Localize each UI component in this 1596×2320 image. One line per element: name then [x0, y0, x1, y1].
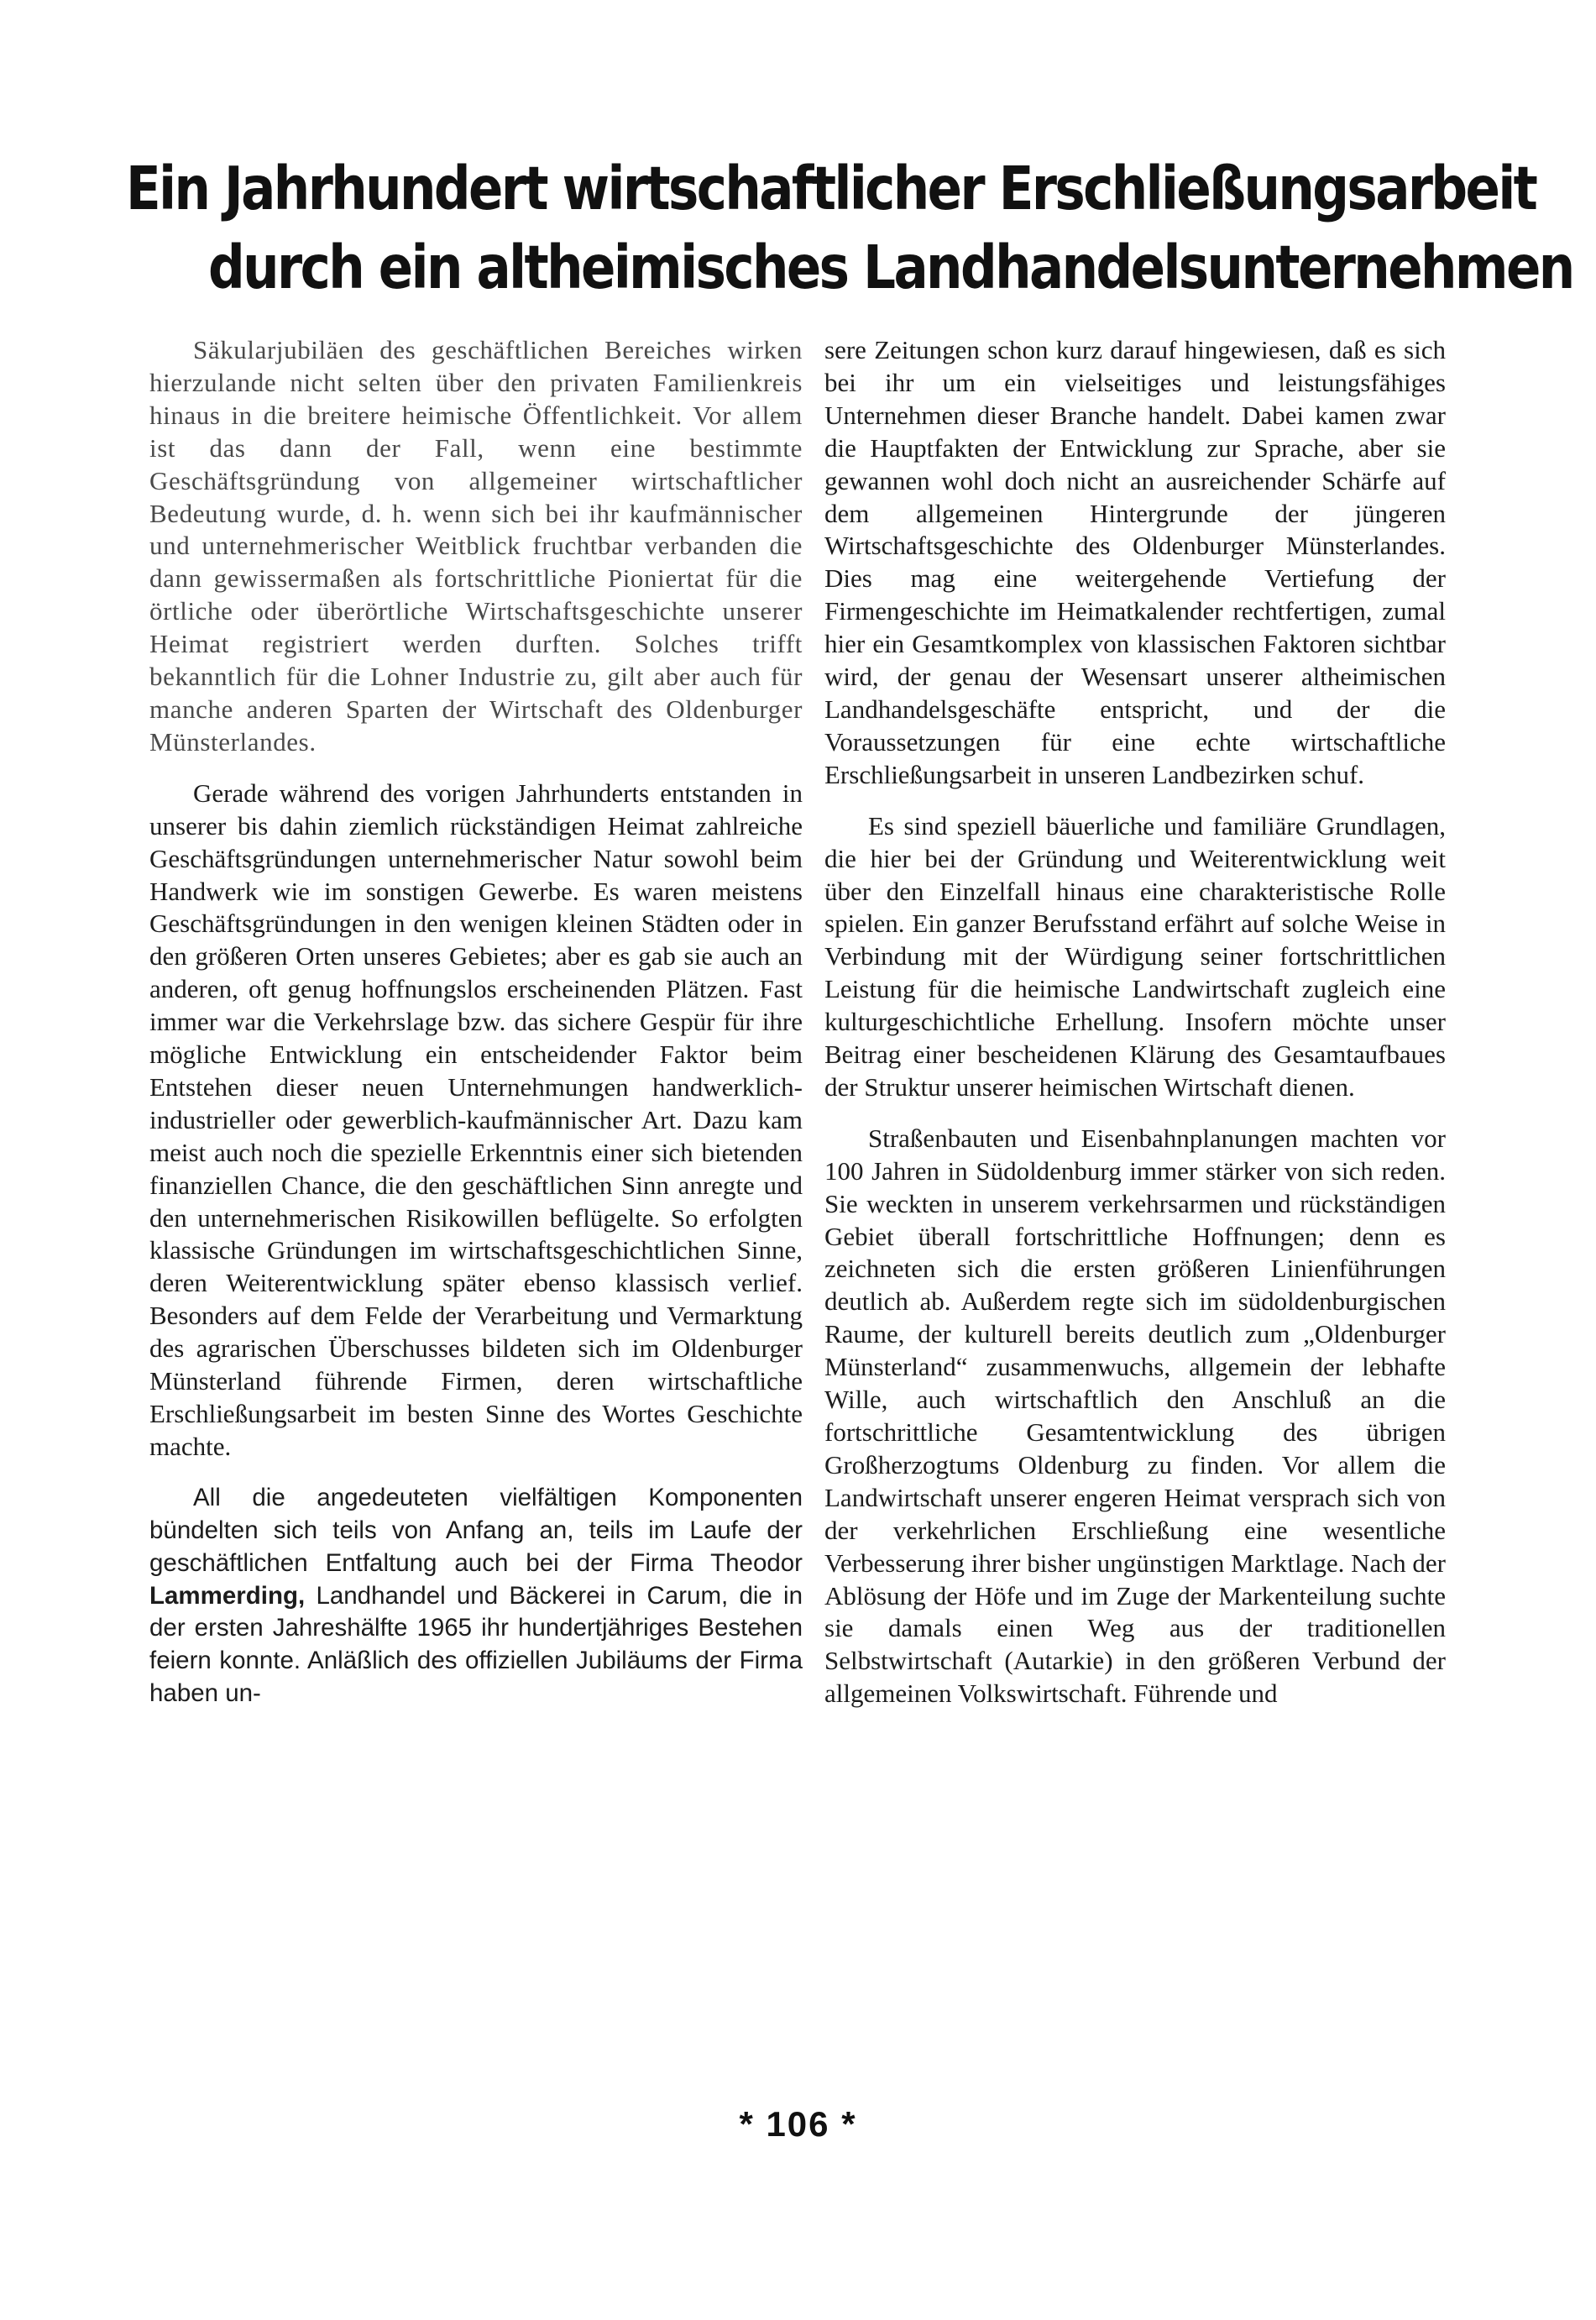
paragraph: Gerade während des vorigen Jahrhunderts entstanden in unserer bis dahin ziemlich rückständigen Heimat zahlreiche Geschäftsgründungen unternehmerischer Natur sowohl beim Handwerk wie im sonstigen Gewerbe. Es waren meistens Geschäftsgründungen in den wenigen kleinen Städten oder in den größeren Orten unseres Gebietes; aber es gab sie auch an anderen, oft genug hoffnungslos erscheinenden Plätzen. Fast immer war die Verkehrslage bzw. das sichere Gespür für ihre mögliche Entwicklung ein entscheidender Faktor beim Entstehen dieser neuen Unternehmungen handwerklich-industrieller oder gewerblich-kaufmännischer Art. Dazu kam meist auch noch die spezielle Erkenntnis einer sich bietenden finanziellen Chance, die den geschäftlichen Sinn anregte und den unternehmerischen Risikowillen beflügelte. So erfolgten klassische Gründungen im wirtschaftsgeschichtlichen Sinne, deren Weiterentwicklung später ebenso klassisch verlief. Besonders auf dem Felde der Verarbeitung und Vermarktung des agrarischen Überschusses bildeten sich im Oldenburger Münsterland führende Firmen, deren wirtschaftliche Erschließungsarbeit im besten Sinne des Wortes Geschichte machte. — [149, 778, 803, 1461]
title-line-2: durch ein altheimisches Landhandelsunternehmen — [208, 233, 1573, 302]
article-title — [126, 149, 1573, 307]
title-line-1: Ein Jahrhundert wirtschaftlicher Erschließungsarbeit — [126, 154, 1536, 223]
paragraph-text: Landhandel und Bäckerei in Carum, die in der ersten Jahreshälfte 1965 ihr hundertjähriges Bestehen feiern konnte. Anläßlich des offiziellen Jubiläums der Firma haben un- — [149, 1581, 803, 1708]
company-name: Lammerding, — [149, 1581, 306, 1610]
left-text-column — [149, 334, 803, 1729]
paragraph — [149, 1482, 803, 1710]
paragraph: Säkularjubiläen des geschäftlichen Bereiches wirken hierzulande nicht selten über den privaten Familienkreis hinaus in die breitere heimische Öffentlichkeit. Vor allem ist das dann der Fall, wenn eine bestimmte Geschäftsgründung von allgemeiner wirtschaftlicher Bedeutung wurde, d. h. wenn sich bei ihr kaufmännischer und unternehmerischer Weitblick fruchtbar verbanden die dann gewissermaßen als fortschrittliche Pioniertat für die örtliche oder überörtliche Wirtschaftsgeschichte unserer Heimat registriert werden durften. Solches trifft bekanntlich für die Lohner Industrie zu, gilt aber auch für manche anderen Sparten der Wirtschaft des Oldenburger Münsterlandes. — [149, 335, 803, 757]
paragraph: Es sind speziell bäuerliche und familiäre Grundlagen, die hier bei der Gründung und Weiterentwicklung weit über den Einzelfall hinaus eine charakteristische Rolle spielen. Ein ganzer Berufsstand erfährt auf solche Weise in Verbindung mit der Würdigung seiner fortschrittlichen Leistung für die heimische Landwirtschaft zugleich eine kulturgeschichtliche Erhellung. Insofern möchte unser Beitrag einer bescheidenen Klärung des Gesamtaufbaues der Struktur unserer heimischen Wirtschaft dienen. — [824, 810, 1446, 1102]
right-text-column — [824, 334, 1446, 1729]
paragraph: sere Zeitungen schon kurz darauf hingewiesen, daß es sich bei ihr um ein vielseitiges und leistungsfähiges Unternehmen dieser Branche handelt. Dabei kamen zwar die Hauptfakten der Entwicklung zur Sprache, aber sie gewannen wohl doch nicht an ausreichender Schärfe auf dem allgemeinen Hintergrunde der jüngeren Wirtschaftsgeschichte des Oldenburger Münsterlandes. Dies mag eine weitergehende Vertiefung der Firmengeschichte im Heimatkalender rechtfertigen, zumal hier ein Gesamtkomplex von klassischen Faktoren sichtbar wird, der genau der Wesensart unserer altheimischen Landhandelsgeschäfte entspricht, und der die Voraussetzungen für eine echte wirtschaftliche Erschließungsarbeit in unseren Landbezirken schuf. — [824, 335, 1446, 789]
paragraph-text: All die angedeuteten vielfältigen Komponenten bündelten sich teils von Anfang an, teils im Laufe der geschäftlichen Entfaltung auch bei der Firma Theodor — [149, 1483, 803, 1577]
paragraph: Straßenbauten und Eisenbahnplanungen machten vor 100 Jahren in Südoldenburg immer stärker von sich reden. Sie weckten in unserem verkehrsarmen und rückständigen Gebiet überall fortschrittliche Hoffnungen; denn es zeichneten sich die ersten größeren Linienführungen deutlich ab. Außerdem regte sich im südoldenburgischen Raume, der kulturell bereits deutlich zum „Oldenburger Münsterland“ zusammenwuchs, allgemein der lebhafte Wille, auch wirtschaftlich den Anschluß an die fortschrittliche Gesamtentwicklung des übrigen Großherzogtums Oldenburg zu finden. Vor allem die Landwirtschaft unserer engeren Heimat versprach sich von der verkehrlichen Erschließung eine wesentliche Verbesserung ihrer bisher ungünstigen Marktlage. Nach der Ablösung der Höfe und im Zuge der Markenteilung suchte sie damals einen Weg aus der traditionellen Selbstwirtschaft (Autarkie) in den größeren Verbund der allgemeinen Volkswirtschaft. Führende und — [824, 1123, 1446, 1709]
page-number: * 106 * — [739, 2104, 857, 2144]
